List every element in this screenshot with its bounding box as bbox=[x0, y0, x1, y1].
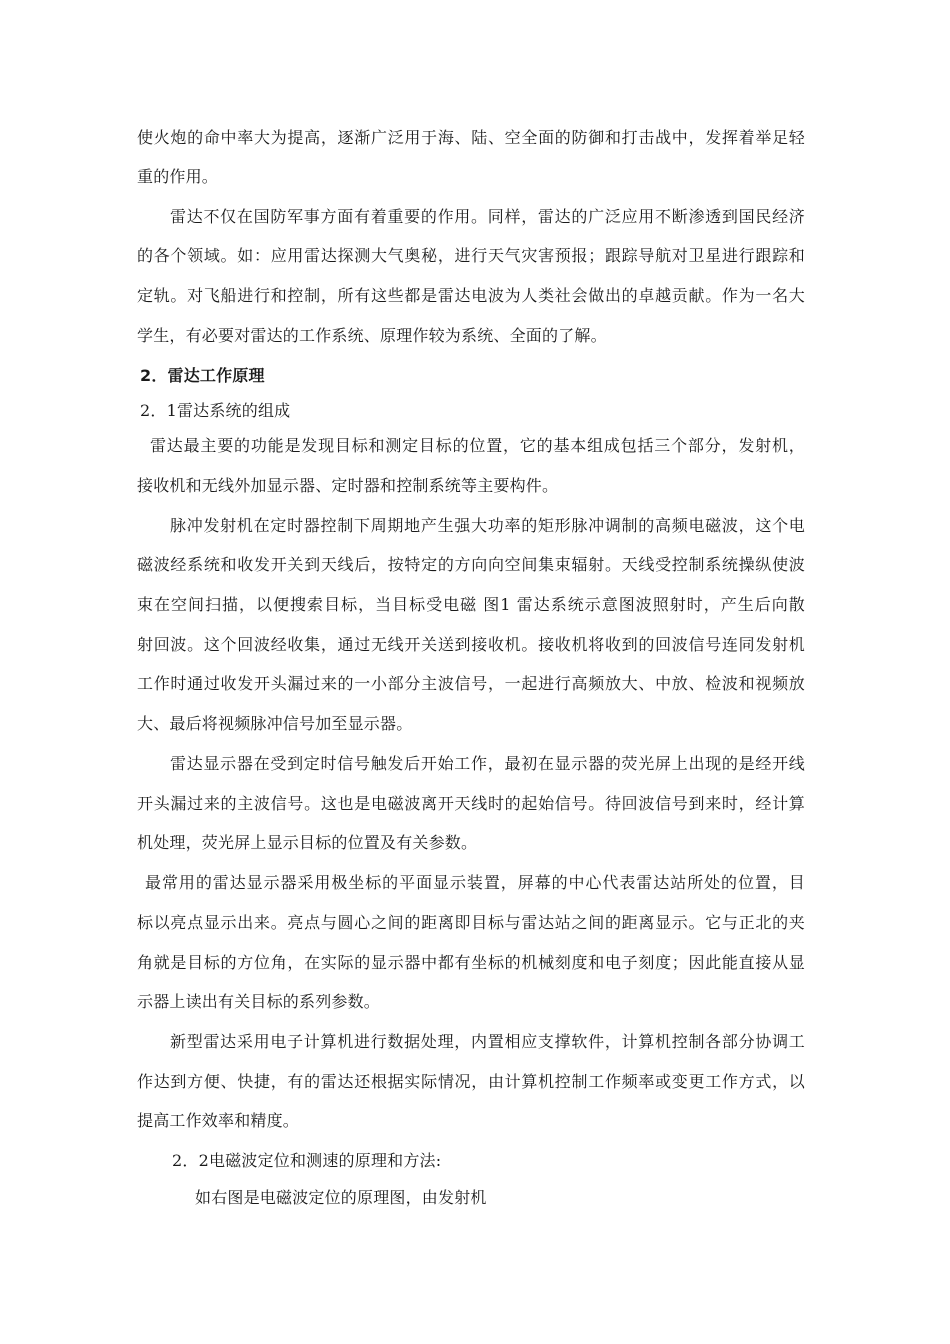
body-text-line: 射回波。这个回波经收集，通过无线开关送到接收机。接收机将收到的回波信号连同发射机 bbox=[137, 635, 805, 654]
body-text-line: 磁波经系统和收发开关到天线后，按特定的方向向空间集束辐射。天线受控制系统操纵使波 bbox=[137, 555, 805, 574]
body-text-line: 开头漏过来的主波信号。这也是电磁波离开天线时的起始信号。待回波信号到来时，经计算 bbox=[137, 794, 805, 813]
subsection-heading: 2．2电磁波定位和测速的原理和方法: bbox=[172, 1151, 442, 1170]
subsection-heading: 2．1雷达系统的组成 bbox=[140, 401, 291, 420]
body-text-line: 大、最后将视频脉冲信号加至显示器。 bbox=[137, 714, 413, 733]
body-text-line: 重的作用。 bbox=[137, 167, 219, 186]
section-heading: 2．雷达工作原理 bbox=[140, 366, 265, 385]
body-text-line: 的各个领域。如：应用雷达探测大气奥秘，进行天气灾害预报；跟踪导航对卫星进行跟踪和 bbox=[137, 246, 805, 265]
body-text-line: 束在空间扫描，以便搜索目标，当目标受电磁 图1 雷达系统示意图波照射时，产生后向散 bbox=[137, 595, 805, 614]
body-text-line: 雷达显示器在受到定时信号触发后开始工作，最初在显示器的荧光屏上出现的是经开线 bbox=[170, 754, 805, 773]
body-text-line: 接收机和无线外加显示器、定时器和控制系统等主要构件。 bbox=[137, 476, 559, 495]
body-text-line: 角就是目标的方位角，在实际的显示器中都有坐标的机械刻度和电子刻度；因此能直接从显 bbox=[137, 953, 805, 972]
body-text-line: 机处理，荧光屏上显示目标的位置及有关参数。 bbox=[137, 833, 478, 852]
body-text-line: 使火炮的命中率大为提高，逐渐广泛用于海、陆、空全面的防御和打击战中，发挥着举足轻 bbox=[137, 128, 805, 147]
body-text-line: 雷达不仅在国防军事方面有着重要的作用。同样，雷达的广泛应用不断渗透到国民经济 bbox=[170, 207, 805, 226]
body-text-line: 如右图是电磁波定位的原理图，由发射机 bbox=[195, 1188, 487, 1207]
body-text-line: 提高工作效率和精度。 bbox=[137, 1111, 300, 1130]
body-text-line: 最常用的雷达显示器采用极坐标的平面显示装置，屏幕的中心代表雷达站所处的位置，目 bbox=[145, 873, 805, 892]
body-text-line: 标以亮点显示出来。亮点与圆心之间的距离即目标与雷达站之间的距离显示。它与正北的夹 bbox=[137, 913, 805, 932]
body-text-line: 工作时通过收发开头漏过来的一小部分主波信号，一起进行高频放大、中放、检波和视频放 bbox=[137, 674, 805, 693]
body-text-line: 新型雷达采用电子计算机进行数据处理，内置相应支撑软件，计算机控制各部分协调工 bbox=[170, 1032, 805, 1051]
body-text-line: 学生，有必要对雷达的工作系统、原理作较为系统、全面的了解。 bbox=[137, 326, 607, 345]
body-text-line: 脉冲发射机在定时器控制下周期地产生强大功率的矩形脉冲调制的高频电磁波，这个电 bbox=[170, 516, 805, 535]
body-text-line: 定轨。对飞船进行和控制，所有这些都是雷达电波为人类社会做出的卓越贡献。作为一名大 bbox=[137, 286, 805, 305]
body-text-line: 作达到方便、快捷，有的雷达还根据实际情况，由计算机控制工作频率或变更工作方式，以 bbox=[137, 1072, 805, 1091]
body-text-line: 雷达最主要的功能是发现目标和测定目标的位置，它的基本组成包括三个部分，发射机， bbox=[150, 436, 805, 455]
body-text-line: 示器上读出有关目标的系列参数。 bbox=[137, 992, 381, 1011]
